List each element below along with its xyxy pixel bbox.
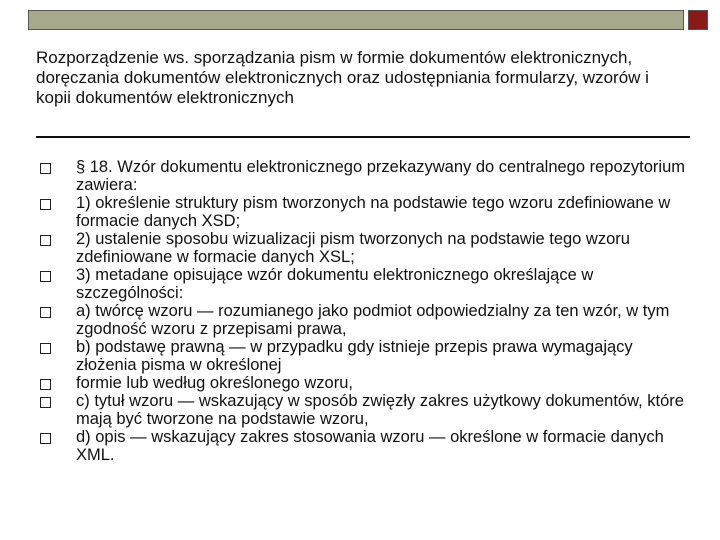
bullet-checkbox-icon (40, 379, 51, 390)
bullet-item-point-3 (40, 266, 690, 302)
bullet-checkbox-icon (40, 433, 51, 444)
bullet-text: d) opis — wskazujący zakres stosowania wzoru — określone w formacie danych XML. (76, 428, 664, 464)
bullet-item-point-a (40, 302, 690, 338)
bullet-item-point-2 (40, 230, 690, 266)
header-decoration-bar (28, 10, 684, 30)
corner-decoration-square (688, 10, 708, 30)
bullet-text: a) twórcę wzoru — rozumianego jako podmiot odpowiedzialny za ten wzór, w tym zgodność wzoru z przepisami prawa, (76, 302, 670, 338)
bullet-item-point-b-continued (40, 374, 690, 392)
bullet-checkbox-icon (40, 397, 51, 408)
bullet-text: formie lub według określonego wzoru, (76, 374, 353, 392)
bullet-checkbox-icon (40, 163, 51, 174)
bullet-text: b) podstawę prawną — w przypadku gdy istnieje przepis prawa wymagający złożenia pisma w określonej (76, 338, 633, 374)
bullet-text: 3) metadane opisujące wzór dokumentu elektronicznego określające w szczególności: (76, 266, 594, 302)
bullet-item-point-b (40, 338, 690, 374)
title-underline (36, 136, 690, 138)
bullet-checkbox-icon (40, 343, 51, 354)
bullet-list (40, 158, 690, 464)
bullet-item-paragraph-18 (40, 158, 690, 194)
bullet-item-point-c (40, 392, 690, 428)
bullet-text: 1) określenie struktury pism tworzonych na podstawie tego wzoru zdefiniowane w formacie danych XSD; (76, 194, 671, 230)
bullet-text: § 18. Wzór dokumentu elektronicznego przekazywany do centralnego repozytorium zawiera: (76, 158, 685, 194)
bullet-checkbox-icon (40, 235, 51, 246)
bullet-checkbox-icon (40, 307, 51, 318)
bullet-checkbox-icon (40, 271, 51, 282)
bullet-checkbox-icon (40, 199, 51, 210)
bullet-text: c) tytuł wzoru — wskazujący w sposób zwięzły zakres użytkowy dokumentów, które mają być tworzone na podstawie wzoru, (76, 392, 684, 428)
bullet-item-point-1 (40, 194, 690, 230)
slide-title: Rozporządzenie ws. sporządzania pism w formie dokumentów elektronicznych, doręczania dokumentów elektronicznych oraz udostępniania formularzy, wzorów i kopii dokumentów elektronicznych (36, 48, 649, 107)
bullet-text: 2) ustalenie sposobu wizualizacji pism tworzonych na podstawie tego wzoru zdefiniowane w formacie danych XSL; (76, 230, 630, 266)
bullet-item-point-d (40, 428, 690, 464)
